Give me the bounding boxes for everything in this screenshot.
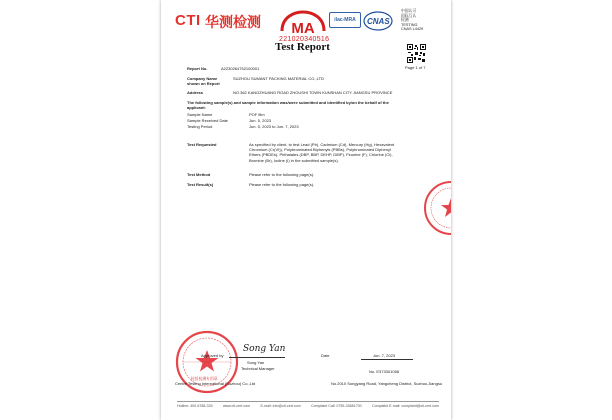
- approved-by-label: Approved by: [201, 353, 224, 358]
- page-indicator: Page 1 of 7: [405, 65, 426, 70]
- page-footer: [177, 401, 439, 408]
- report-no-label: Report No.: [187, 66, 208, 71]
- cti-logo-text: CTI: [175, 12, 201, 29]
- signature: Song Yan: [243, 344, 286, 354]
- test-requested-value: [249, 142, 419, 163]
- cnas-info-line: 国际互认: [401, 13, 417, 18]
- seal-label: 检验检测专用章: [191, 376, 218, 381]
- test-requested-line: Chromium (Cr(VI)), Polybrominated Biphenyls (PBBs), Polybrominated Diphenyl: [249, 147, 391, 153]
- received-date-label: Sample Received Date: [187, 118, 228, 123]
- test-results-label: Test Result(s): [187, 182, 214, 187]
- footer-website[interactable]: www.cti-cert.com: [222, 404, 251, 408]
- intro-line-2: applicant:: [187, 105, 206, 110]
- testing-period-value: Jun. 5, 2023 to Jun. 7, 2023: [249, 124, 299, 129]
- test-method-value: Please refer to the following page(s).: [249, 172, 315, 177]
- cma-logo-icon: [278, 9, 328, 37]
- testing-period-label: Testing Period: [187, 124, 213, 129]
- footer-hotline: Hotline: 400-6788-333: [177, 404, 213, 408]
- test-requested-line: Ethers (PBDEs), Phthalates (DBP, BBP, DEHP, DIBP), Fluorine (F), Chlorine (Cl),: [249, 152, 393, 158]
- cnas-info-line: TESTING: [401, 22, 418, 27]
- address-value: NO.362 KANGZHUANG ROAD ZHOUSHI TOWN KUNSHAN CITY JIANGSU PROVINCE: [233, 90, 393, 95]
- test-method-label: Test Method: [187, 172, 211, 177]
- sample-name-value: POF film: [249, 112, 265, 117]
- approver-position: Technical Manager: [241, 366, 275, 371]
- footer-email[interactable]: E-mail: info@cti-cert.com: [260, 404, 301, 408]
- intro-line-1: The following sample(s) and sample information was/were submitted and identified by/on the behalf of the: [187, 100, 389, 105]
- approver-name: Song Yan: [247, 360, 265, 365]
- footer-complaint-email[interactable]: Complaint E-mail: complaint@cti-cert.com: [371, 404, 439, 408]
- right-seal-icon: [423, 180, 451, 236]
- report-reference: No. E373301058: [369, 369, 400, 374]
- cma-number: 221020340516: [279, 36, 330, 43]
- lab-address: No.2010 Songyang Road, Yangcheng District, Suzhou,Jiangsu: [331, 381, 443, 386]
- test-results-value: Please refer to the following page(s).: [249, 182, 315, 187]
- report-page: [161, 0, 451, 420]
- received-date-value: Jun. 5, 2023: [249, 118, 272, 123]
- report-no-value: A2230264752100001: [221, 66, 260, 71]
- test-requested-line: As specified by client, to test Lead (Pb), Cadmium (Cd), Mercury (Hg), Hexavalent: [249, 142, 395, 147]
- company-value: SUZHOU SUMANT PACKING MATERIAL CO.,LTD: [233, 76, 324, 81]
- cnas-info-line: 检测: [401, 18, 409, 23]
- ilac-mra-logo: ilac-MRA: [329, 12, 361, 28]
- test-requested-label: Test Requested: [187, 142, 217, 147]
- issuing-company: Centre Testing International (Suzhou) Co.,Ltd: [175, 381, 256, 386]
- test-requested-line: Bromine (Br), Iodine (I) in the submitted sample(s).: [249, 157, 339, 163]
- sample-name-label: Sample Name: [187, 112, 213, 117]
- company-label-2: shown on Report: [187, 81, 220, 86]
- date-value: Jun. 7, 2023: [373, 353, 396, 358]
- svg-text:MA: MA: [291, 20, 315, 37]
- cti-logo-chinese: 华测检测: [205, 15, 261, 31]
- cnas-logo-text: CNAS: [367, 17, 390, 26]
- qr-code-icon: [407, 44, 426, 63]
- cnas-info-line: CNAS L4429: [401, 27, 424, 32]
- address-label: Address: [187, 90, 204, 95]
- cnas-accreditation-info: [401, 9, 441, 32]
- date-line: [361, 359, 413, 360]
- report-title: Test Report: [275, 41, 330, 53]
- date-label: Date: [321, 353, 330, 358]
- cnas-info-line: 中国认可: [401, 9, 417, 13]
- signature-line: [229, 357, 285, 358]
- footer-complaint-call: Complaint Call: 0755-33681700: [311, 404, 362, 408]
- company-label: Company Name: [187, 76, 218, 81]
